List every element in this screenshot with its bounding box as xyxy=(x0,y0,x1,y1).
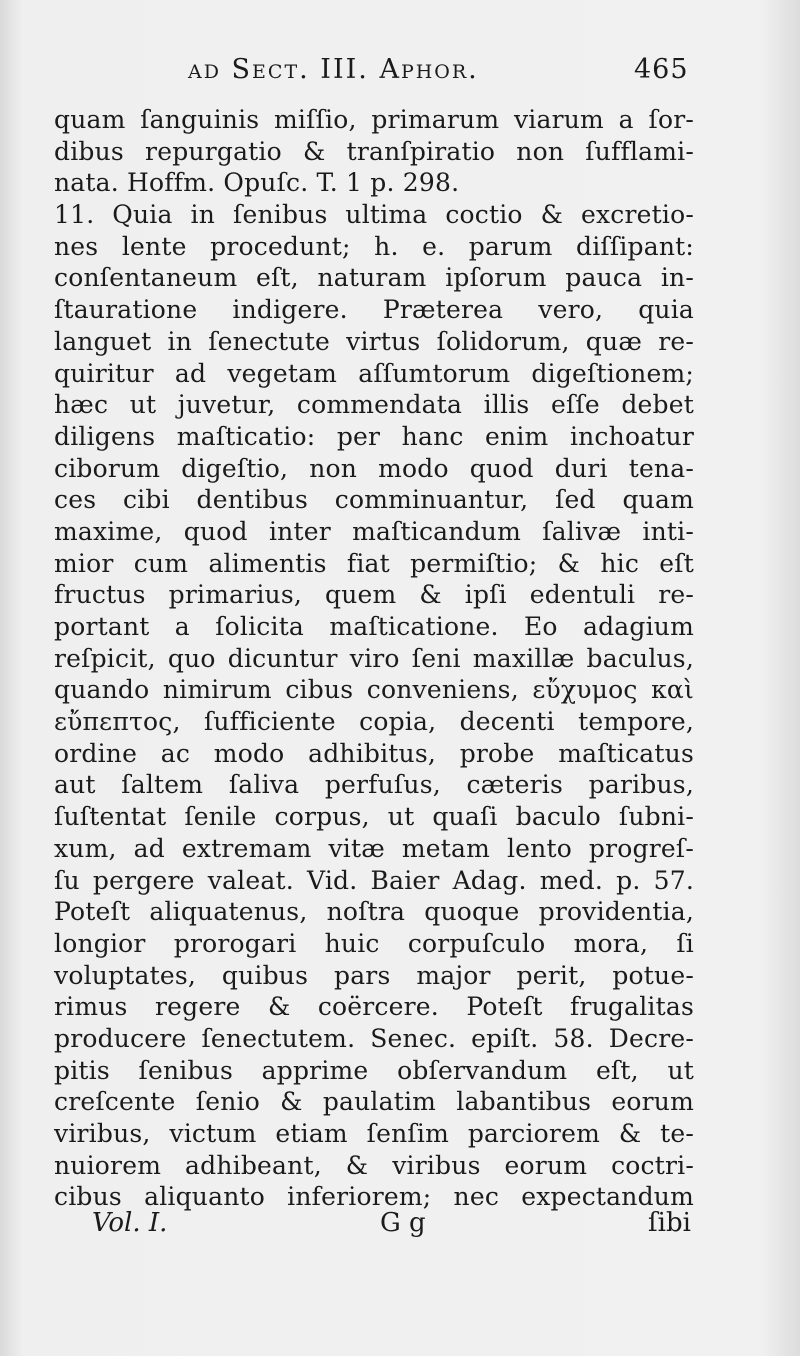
signature-mark: G g xyxy=(380,1208,426,1238)
text-line: hæc ut juvetur, commendata illis eſſe debet xyxy=(54,390,694,420)
text-line: cibus aliquanto inferiorem; nec expectandum xyxy=(54,1182,694,1212)
text-line: pitis ſenibus apprime obſervandum eſt, ut xyxy=(54,1055,694,1085)
body-text xyxy=(54,104,694,1213)
text-line: xum, ad extremam vitæ metam lento progreſ- xyxy=(54,833,694,863)
text-line: diligens maſticatio: per hanc enim inchoatur xyxy=(54,421,694,451)
text-line: reſpicit, quo dicuntur viro ſeni maxillæ baculus, xyxy=(54,643,694,673)
text-line: ſtauratione indigere. Præterea vero, quia xyxy=(54,295,694,325)
text-line: εὔπεπτος, ſufficiente copia, decenti tempore, xyxy=(54,707,694,737)
text-line: quando nimirum cibus conveniens, εὔχυμος καὶ xyxy=(54,675,694,705)
catchword: ſibi xyxy=(648,1208,691,1238)
text-line: maxime, quod inter maſticandum ſalivæ inti- xyxy=(54,516,694,546)
text-line: rimus regere & coërcere. Poteſt frugalitas xyxy=(54,992,694,1022)
text-line: mior cum alimentis fiat permiſtio; & hic eſt xyxy=(54,548,694,578)
text-line: Poteſt aliquatenus, noſtra quoque providentia, xyxy=(54,897,694,927)
text-line: voluptates, quibus pars major perit, potue- xyxy=(54,960,694,990)
text-line: languet in ſenectute virtus ſolidorum, quæ re- xyxy=(54,326,694,356)
page-header xyxy=(0,50,800,90)
text-line: longior prorogari huic corpuſculo mora, ſi xyxy=(54,928,694,958)
running-head: ad Sect. III. Aphor. xyxy=(188,54,479,85)
page-number: 465 xyxy=(634,54,689,85)
text-line: ſu pergere valeat. Vid. Baier Adag. med. p. 57. xyxy=(54,865,694,895)
text-line: ces cibi dentibus comminuantur, ſed quam xyxy=(54,485,694,515)
volume-label: Vol. I. xyxy=(92,1208,168,1238)
text-line: 11. Quia in ſenibus ultima coctio & excretio- xyxy=(54,200,694,230)
text-line: producere ſenectutem. Senec. epiſt. 58. Decre- xyxy=(54,1023,694,1053)
text-line: nes lente procedunt; h. e. parum diſſipant: xyxy=(54,231,694,261)
text-line: creſcente ſenio & paulatim labantibus eorum xyxy=(54,1087,694,1117)
text-line: ordine ac modo adhibitus, probe maſticatus xyxy=(54,738,694,768)
text-line: dibus repurgatio & tranſpiratio non ſufflami- xyxy=(54,136,694,166)
text-line: nata. Hoffm. Opuſc. T. 1 p. 298. xyxy=(54,168,460,198)
text-line: quam ſanguinis miſſio, primarum viarum a ſor- xyxy=(54,105,694,134)
text-line: aut ſaltem ſaliva perfuſus, cæteris paribus, xyxy=(54,770,694,800)
text-line: fructus primarius, quem & ipſi edentuli re- xyxy=(54,580,694,610)
text-line: nuiorem adhibeant, & viribus eorum coctri- xyxy=(54,1150,694,1180)
text-line: quiritur ad vegetam aſſumtorum digeſtionem; xyxy=(54,358,694,388)
text-line: viribus, victum etiam ſenſim parciorem & te- xyxy=(54,1119,694,1148)
text-line: conſentaneum eſt, naturam ipſorum pauca in- xyxy=(54,263,694,293)
text-line: ciborum digeſtio, non modo quod duri tena- xyxy=(54,453,694,483)
page-footer xyxy=(0,1206,800,1246)
text-line: portant a ſolicita maſticatione. Eo adagium xyxy=(54,612,694,641)
text-line: ſuſtentat ſenile corpus, ut quaſi baculo ſubni- xyxy=(54,802,694,832)
